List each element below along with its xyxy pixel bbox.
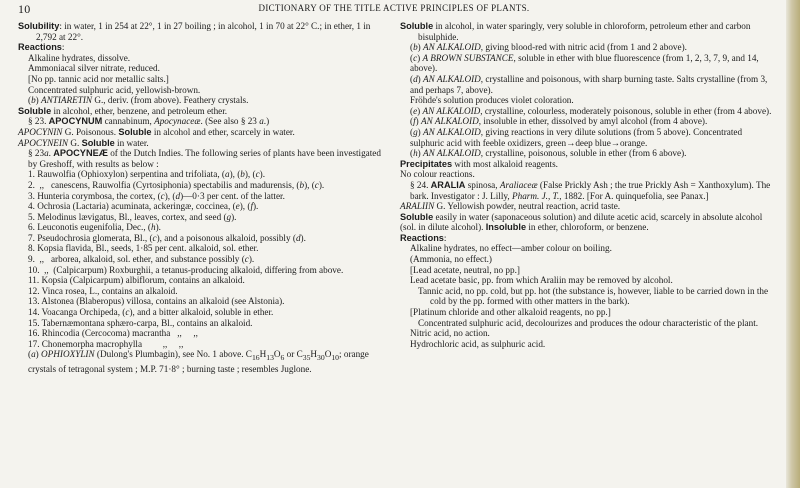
text-paragraph: (h) AN ALKALOID, crystalline, poisonous, soluble in ether (from 6 above). bbox=[410, 148, 687, 159]
page-header bbox=[18, 3, 770, 17]
left-column bbox=[18, 21, 383, 374]
text-paragraph: Tannic acid, no pp. cold, but pp. hot (the substance is, however, liable to be carried down in the cold by the pp. formed with other matters in the bark). bbox=[418, 285, 769, 307]
page-edge bbox=[786, 0, 800, 488]
text-paragraph: Precipitates with most alkaloid reagents. bbox=[400, 158, 558, 169]
text-paragraph: [No pp. tannic acid nor metallic salts.] bbox=[28, 73, 169, 84]
text-paragraph: No colour reactions. bbox=[400, 169, 475, 180]
text-paragraph: (b) ANTIARETIN G., deriv. (from above). Feathery crystals. bbox=[28, 95, 249, 106]
text-paragraph: 13. Alstonea (Blaberopus) villosa, contains an alkaloid (see Alstonia). bbox=[28, 296, 285, 307]
text-paragraph: 17. Chonemorpha macrophylla ,, ,, bbox=[28, 338, 184, 349]
text-paragraph: 12. Vinca rosea, L., contains an alkaloid. bbox=[28, 285, 178, 296]
text-paragraph: Alkaline hydrates, dissolve. bbox=[28, 52, 131, 63]
text-paragraph: Solubility: in water, 1 in 254 at 22°, 1 in 27 boiling ; in alcohol, 1 in 70 at 22° C.; in ether, 1 in 2,792 at 22°. bbox=[18, 21, 371, 42]
text-paragraph: Soluble in alcohol, in water sparingly, very soluble in chloroform, petroleum ether and carbon bisulphide. bbox=[400, 21, 751, 42]
text-paragraph: 1. Rauwolfia (Ophioxylon) serpentina and trifoliata, (a), (b), (c). bbox=[28, 169, 266, 180]
text-paragraph: 11. Kopsia (Calpicarpum) albiflorum, contains an alkaloid. bbox=[28, 275, 245, 286]
text-paragraph: 15. Tabernæmontana sphæro-carpa, Bl., contains an alkaloid. bbox=[28, 317, 253, 328]
text-paragraph: 14. Voacanga Orchipeda, (c), and a bitter alkaloid, soluble in ether. bbox=[28, 307, 274, 318]
text-paragraph: Soluble easily in water (saponaceous solution) and dilute acetic acid, scarcely in absolute alcohol (sol. in dilute alcohol). Insoluble in ether, chloroform, or benzene. bbox=[400, 211, 763, 233]
running-title: DICTIONARY OF THE TITLE ACTIVE PRINCIPLES OF PLANTS. bbox=[258, 3, 530, 13]
text-paragraph: § 23. APOCYNUM cannabinum, Apocynaceæ. (See also § 23 a.) bbox=[28, 116, 270, 127]
text-paragraph: § 24. ARALIA spinosa, Araliaceæ (False Prickly Ash ; the true Prickly Ash = Xanthoxylum). The bark. Investigator : J. Lilly, Pharm. J., T., 1882. [For A. quinquefolia, see Panax.] bbox=[410, 179, 771, 201]
text-paragraph: Hydrochloric acid, as sulphuric acid. bbox=[410, 338, 546, 349]
text-paragraph: (c) A BROWN SUBSTANCE, soluble in ether with blue fluorescence (from 1, 2, 3, 7, 9, and 14, above). bbox=[410, 52, 759, 74]
text-paragraph: 5. Melodinus lævigatus, Bl., leaves, cortex, and seed (g). bbox=[28, 211, 237, 222]
text-paragraph: 3. Hunteria corymbosa, the cortex, (c), (d)—0·3 per cent. of the latter. bbox=[28, 190, 285, 201]
text-paragraph: Ammoniacal silver nitrate, reduced. bbox=[28, 63, 160, 74]
text-paragraph: Reactions: bbox=[18, 42, 65, 53]
text-paragraph: Lead acetate basic, pp. from which Araliin may be removed by alcohol. bbox=[410, 275, 673, 286]
text-paragraph: [Lead acetate, neutral, no pp.] bbox=[410, 264, 520, 275]
text-paragraph: 4. Ochrosia (Lactaria) acuminata, ackeringæ, coccinea, (e), (f). bbox=[28, 201, 259, 212]
text-paragraph: 7. Pseudochrosia glomerata, Bl., (c), and a poisonous alkaloid, possibly (d). bbox=[28, 232, 306, 243]
text-paragraph: (f) AN ALKALOID, insoluble in ether, dissolved by amyl alcohol (from 4 above). bbox=[410, 116, 708, 127]
text-paragraph: (Ammonia, no effect.) bbox=[410, 254, 492, 265]
text-paragraph: 10. ,, (Calpicarpum) Roxburghii, a tetanus-producing alkaloid, differing from above. bbox=[28, 264, 344, 275]
text-paragraph: APOCYNIN G. Poisonous. Soluble in alcohol and ether, scarcely in water. bbox=[18, 126, 295, 137]
text-paragraph: (b) AN ALKALOID, giving blood-red with nitric acid (from 1 and 2 above). bbox=[410, 42, 687, 53]
text-paragraph: (g) AN ALKALOID, giving reactions in very dilute solutions (from 5 above). Concentrated sulphuric acid with feeble oxidizers, green→deep blue→orange. bbox=[410, 126, 743, 148]
text-paragraph: APOCYNEIN G. Soluble in water. bbox=[18, 137, 149, 148]
text-paragraph: § 23a. APOCYNEÆ of the Dutch Indies. The following series of plants have been investigated by Greshoff, with results as below : bbox=[28, 148, 381, 169]
text-paragraph: ARALIIN G. Yellowish powder, neutral reaction, acrid taste. bbox=[400, 201, 621, 212]
text-paragraph: Alkaline hydrates, no effect—amber colour on boiling. bbox=[410, 243, 612, 254]
text-paragraph: Concentrated sulphuric acid, decolourizes and produces the odour characteristic of the plant. bbox=[418, 317, 759, 328]
text-paragraph: Soluble in alcohol, ether, benzene, and petroleum ether. bbox=[18, 105, 228, 116]
text-paragraph: (a) OPHIOXYLIN (Dulong's Plumbagin), see No. 1 above. $C_{16}H_{13}O_6$ or $C_{35}H_{30}O_{10}$; orange crystals of tetragonal system ; M.P. 71·8° ; burning taste ; resembles Juglone. bbox=[28, 349, 369, 374]
right-column bbox=[400, 21, 772, 349]
text-paragraph: Concentrated sulphuric acid, yellowish-brown. bbox=[28, 84, 201, 95]
text-paragraph: (e) AN ALKALOID, crystalline, colourless, moderately poisonous, soluble in ether (from 4 above). bbox=[410, 105, 772, 116]
text-paragraph: Fröhde's solution produces violet coloration. bbox=[410, 95, 574, 106]
text-paragraph: 8. Kopsia flavida, Bl., seeds, 1·85 per cent. alkaloid, sol. ether. bbox=[28, 243, 259, 254]
text-paragraph: 6. Leuconotis eugenifolia, Dec., (h). bbox=[28, 222, 161, 233]
text-paragraph: [Platinum chloride and other alkaloid reagents, no pp.] bbox=[410, 307, 611, 318]
text-paragraph: 2. ,, canescens, Rauwolfia (Cyrtosiphonia) spectabilis and madurensis, (b), (c). bbox=[28, 179, 325, 190]
text-paragraph: Nitric acid, no action. bbox=[410, 328, 490, 339]
page-number: 10 bbox=[18, 2, 31, 16]
text-paragraph: 16. Rhincodia (Cercocoma) macrantha ,, ,, bbox=[28, 328, 198, 339]
text-paragraph: 9. ,, arborea, alkaloid, sol. ether, and substance possibly (c). bbox=[28, 254, 255, 265]
text-paragraph: (d) AN ALKALOID, crystalline and poisonous, with sharp burning taste. Salts crystalline (from 3, and perhaps 7, above). bbox=[410, 73, 768, 95]
text-paragraph: Reactions: bbox=[400, 232, 447, 243]
